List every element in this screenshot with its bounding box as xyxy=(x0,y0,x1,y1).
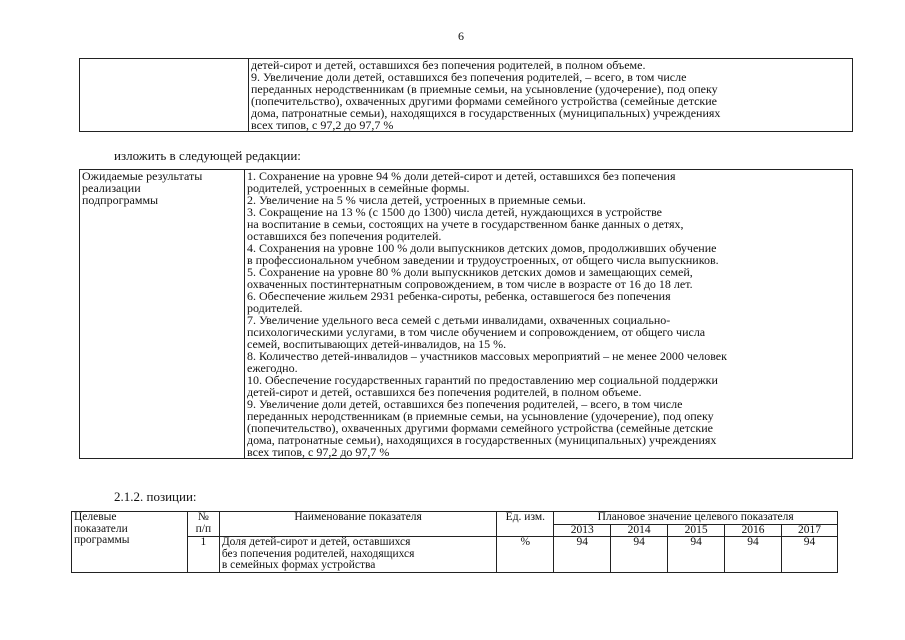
text-line: родителей. xyxy=(247,301,303,315)
indicator-value: 94 xyxy=(725,537,782,573)
text-line: 8. Количество детей-инвалидов – участников массовых мероприятий – не менее 2000 человек xyxy=(247,349,727,363)
year-header: 2017 xyxy=(781,524,837,537)
plan-column-header: Плановое значение целевого показателя xyxy=(554,512,838,525)
indicator-value: 94 xyxy=(781,537,837,573)
label-line: программы xyxy=(74,534,130,546)
text-line: 10. Обеспечение государственных гарантий по предоставлению мер социальной поддержки xyxy=(247,373,718,387)
text-line: (попечительство), охваченных другими формами семейного устройства (семейные детские xyxy=(251,94,717,108)
text-line: 4. Сохранения на уровне 100 % доли выпускников детских домов, продолживших обучение xyxy=(247,241,717,255)
expected-results-table xyxy=(79,169,853,459)
year-header: 2014 xyxy=(611,524,668,537)
year-header: 2015 xyxy=(668,524,725,537)
text-line: переданных неродственникам (в приемные семьи, на усыновление (удочерение), под опеку xyxy=(247,409,714,423)
name-line: без попечения родителей, находящихся xyxy=(221,547,415,560)
previous-label-cell xyxy=(80,59,249,132)
text-line: 5. Сохранение на уровне 80 % доли выпускников детских домов и замещающих семей, xyxy=(247,265,693,279)
text-line: ежегодно. xyxy=(247,361,298,375)
label-line: подпрограммы xyxy=(82,193,159,207)
label-line: Целевые xyxy=(74,511,117,523)
text-line: (попечительство), охваченных другими формами семейного устройства (семейные детские xyxy=(247,421,713,435)
previous-text-table xyxy=(79,58,853,132)
subsection-heading: 2.1.2. позиции: xyxy=(114,489,197,504)
header-line: п/п xyxy=(195,522,212,535)
name-line: Доля детей-сирот и детей, оставшихся xyxy=(221,536,411,548)
text-line: всех типов, с 97,2 до 97,7 % xyxy=(247,445,390,459)
number-column-header xyxy=(187,512,219,537)
row-number: 1 xyxy=(187,537,219,573)
text-line: 6. Обеспечение жильем 2931 ребенка-сироты, ребенка, оставшегося без попечения xyxy=(247,289,671,303)
year-header: 2013 xyxy=(554,524,611,537)
section-heading: изложить в следующей редакции: xyxy=(114,148,301,163)
label-line: Ожидаемые результаты xyxy=(82,169,203,183)
page-number: 6 xyxy=(458,29,464,43)
year-header: 2016 xyxy=(725,524,782,537)
text-line: родителей, устроенных в семейные формы. xyxy=(247,181,470,195)
indicator-value: 94 xyxy=(554,537,611,573)
name-column-header: Наименование показателя xyxy=(219,512,497,537)
text-line: детей-сирот и детей, оставшихся без попечения родителей, в полном объеме. xyxy=(251,58,646,72)
header-line: № xyxy=(197,511,209,523)
label-line: реализации xyxy=(82,181,141,195)
text-line: психологическими услугами, в том числе обучением и сопровождением, от общего числа xyxy=(247,325,706,339)
name-line: в семейных формах устройства xyxy=(221,559,376,571)
previous-text-cell xyxy=(249,59,853,132)
text-line: дома, патронатные семьи), находящихся в государственных (муниципальных) учреждениях xyxy=(247,433,717,447)
indicator-unit: % xyxy=(497,537,554,573)
text-line: 1. Сохранение на уровне 94 % доли детей-сирот и детей, оставшихся без попечения xyxy=(247,169,676,183)
text-line: семей, воспитывающих детей-инвалидов, на 15 %. xyxy=(247,337,507,351)
expected-results-label xyxy=(80,170,245,459)
text-line: всех типов, с 97,2 до 97,7 % xyxy=(251,118,394,132)
indicator-value: 94 xyxy=(668,537,725,573)
text-line: охваченных постинтернатным сопровождением, в том числе в возрасте от 16 до 18 лет. xyxy=(247,277,693,291)
indicator-name xyxy=(219,537,497,573)
text-line: оставшихся без попечения родителей. xyxy=(247,229,442,243)
text-line: переданных неродственникам (в приемные семьи, на усыновление (удочерение), под опеку xyxy=(251,82,718,96)
text-line: 7. Увеличение удельного веса семей с детьми инвалидами, охваченных социально- xyxy=(247,313,671,327)
text-line: 9. Увеличение доли детей, оставшихся без попечения родителей, – всего, в том числе xyxy=(251,70,687,84)
text-line: 2. Увеличение на 5 % числа детей, устроенных в приемные семьи. xyxy=(247,193,586,207)
text-line: детей-сирот и детей, оставшихся без попечения родителей, в полном объеме. xyxy=(247,385,642,399)
text-line: дома, патронатные семьи), находящихся в государственных (муниципальных) учреждениях xyxy=(251,106,721,120)
indicator-value: 94 xyxy=(611,537,668,573)
unit-column-header: Ед. изм. xyxy=(497,512,554,537)
text-line: 9. Увеличение доли детей, оставшихся без попечения родителей, – всего, в том числе xyxy=(247,397,683,411)
indicators-table xyxy=(71,511,838,573)
text-line: в профессиональном учебном заведении и трудоустроенных, от общего числа выпускников. xyxy=(247,253,719,267)
expected-results-text xyxy=(245,170,853,459)
text-line: на воспитание в семьи, состоящих на учете в государственном банке данных о детях, xyxy=(247,217,684,231)
table-row xyxy=(72,537,838,573)
text-line: 3. Сокращение на 13 % (с 1500 до 1300) числа детей, нуждающихся в устройстве xyxy=(247,205,662,219)
indicators-label-cell xyxy=(72,512,188,573)
label-line: показатели xyxy=(74,522,128,535)
